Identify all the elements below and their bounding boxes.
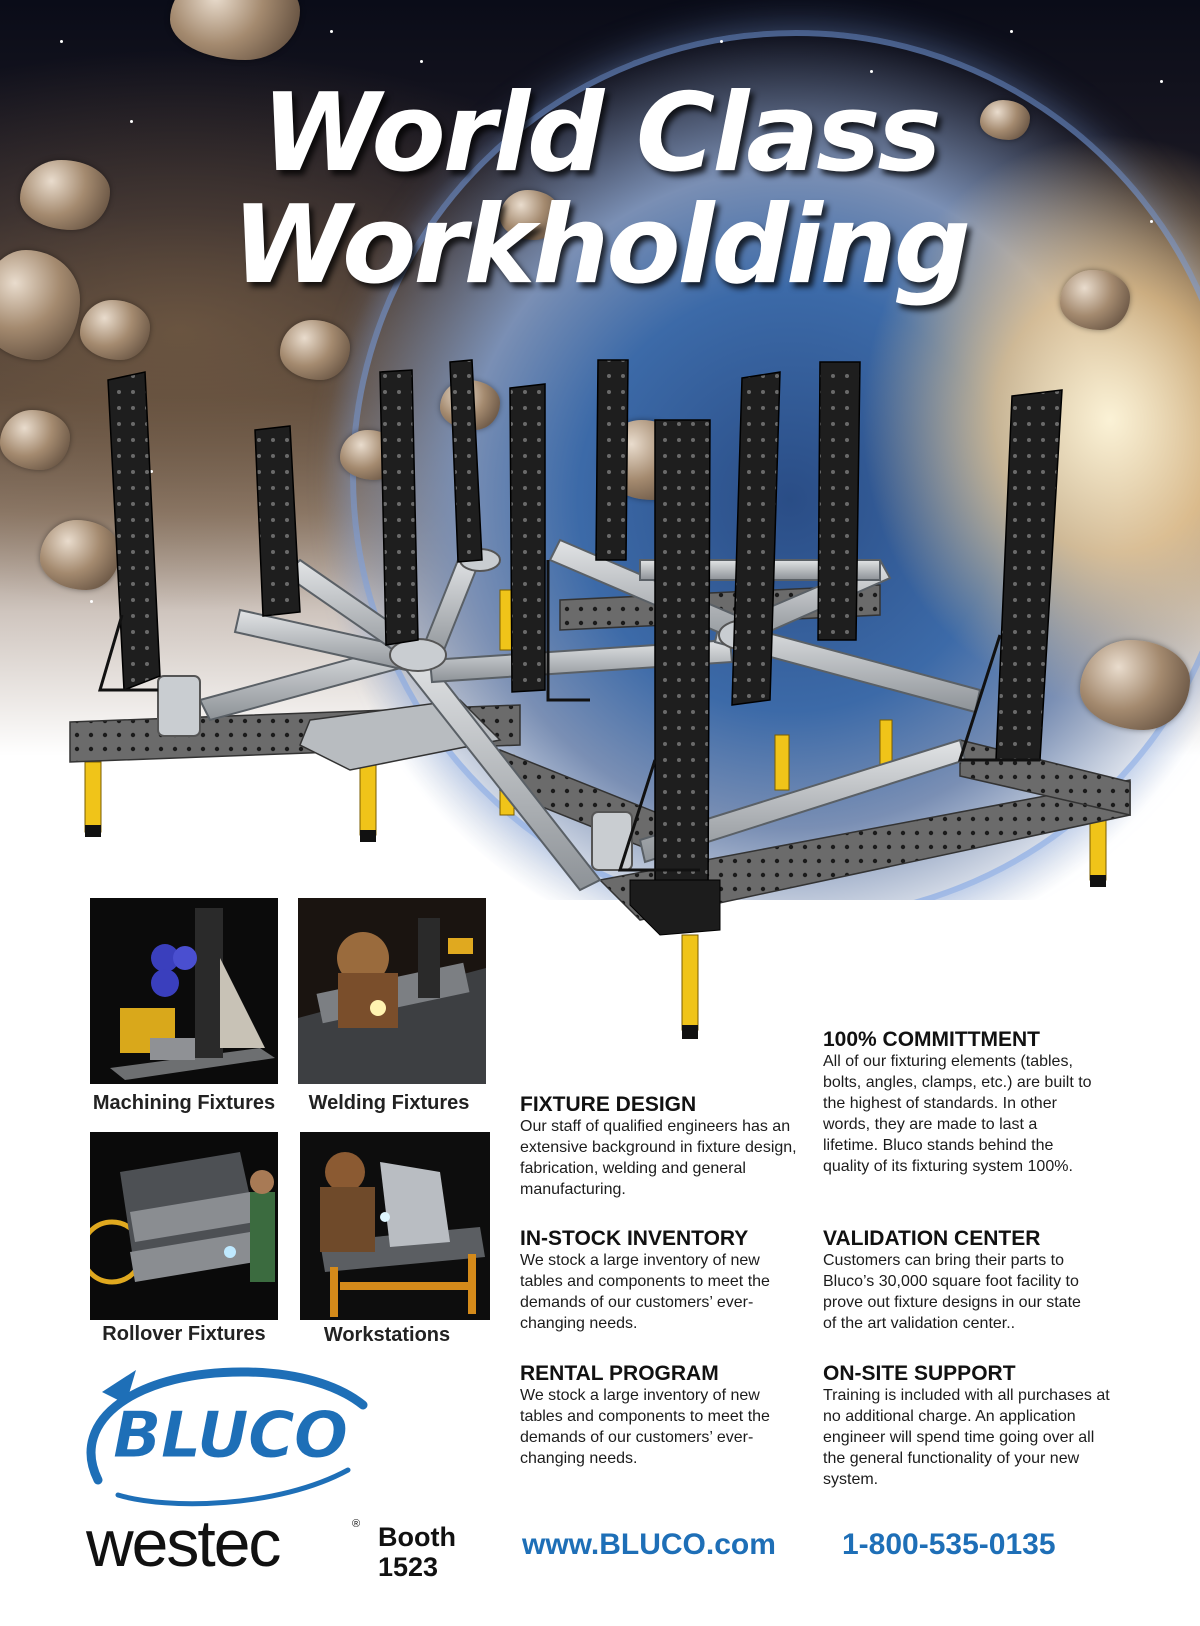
front-foot-block [630, 880, 720, 935]
asteroid [170, 0, 300, 60]
caption-welding-fixtures: Welding Fixtures [308, 1092, 470, 1114]
thumbnail-welding-fixtures [298, 898, 486, 1084]
section-100-percent-commitment [823, 1028, 1113, 1177]
section-body: We stock a large inventory of new tables and components to meet the demands of our customers’ ever-changing needs. [520, 1387, 770, 1467]
section-in-stock-inventory [520, 1227, 810, 1334]
section-body: We stock a large inventory of new tables and components to meet the demands of our customers’ ever-changing needs. [520, 1252, 770, 1332]
section-rental-program [520, 1362, 810, 1469]
section-title: FIXTURE DESIGN [520, 1093, 697, 1116]
section-title: RENTAL PROGRAM [520, 1362, 719, 1385]
thumbnail-workstations [300, 1132, 490, 1320]
phone-number[interactable]: 1-800-535-0135 [842, 1528, 1056, 1561]
section-title: ON-SITE SUPPORT [823, 1362, 1016, 1385]
thumbnail-machining-fixtures [90, 898, 278, 1084]
section-body: Training is included with all purchases at no additional charge. An application engineer will spend time going over all the general functionality of your new system. [823, 1387, 1110, 1488]
caption-machining-fixtures: Machining Fixtures [92, 1092, 276, 1114]
headline-line-2: Workholding [231, 183, 969, 308]
bluco-logo [78, 1360, 378, 1510]
section-title: VALIDATION CENTER [823, 1227, 1041, 1250]
caption-workstations: Workstations [323, 1324, 451, 1346]
registered-mark: ® [352, 1518, 361, 1530]
booth-number: 1523 [378, 1552, 439, 1582]
thumbnail-rollover-fixtures [90, 1132, 278, 1320]
booth-label: Booth [378, 1522, 456, 1552]
section-on-site-support [823, 1362, 1113, 1490]
section-body: Our staff of qualified engineers has an extensive background in fixture design, fabrication, welding and general manufacturing. [520, 1118, 797, 1198]
headline [0, 71, 1200, 308]
section-validation-center [823, 1227, 1113, 1334]
headline-line-1: World Class [261, 71, 939, 196]
section-body: Customers can bring their parts to Bluco’s 30,000 square foot facility to prove out fixture designs in our state of the art validation center.. [823, 1252, 1081, 1332]
booth-info [378, 1522, 456, 1582]
section-title: 100% COMMITTMENT [823, 1028, 1041, 1051]
caption-rollover-fixtures: Rollover Fixtures [102, 1323, 266, 1345]
section-title: IN-STOCK INVENTORY [520, 1227, 749, 1250]
website-link[interactable]: www.BLUCO.com [522, 1528, 776, 1561]
section-fixture-design [520, 1093, 810, 1200]
westec-logo: westec [86, 1506, 280, 1580]
bluco-logo-text: BLUCO [112, 1399, 348, 1473]
section-body: All of our fixturing elements (tables, bolts, angles, clamps, etc.) are built to the highest of standards. In other words, they are made to last a lifetime. Bluco stands behind the quality of its fixturing system 100%. [823, 1053, 1092, 1175]
